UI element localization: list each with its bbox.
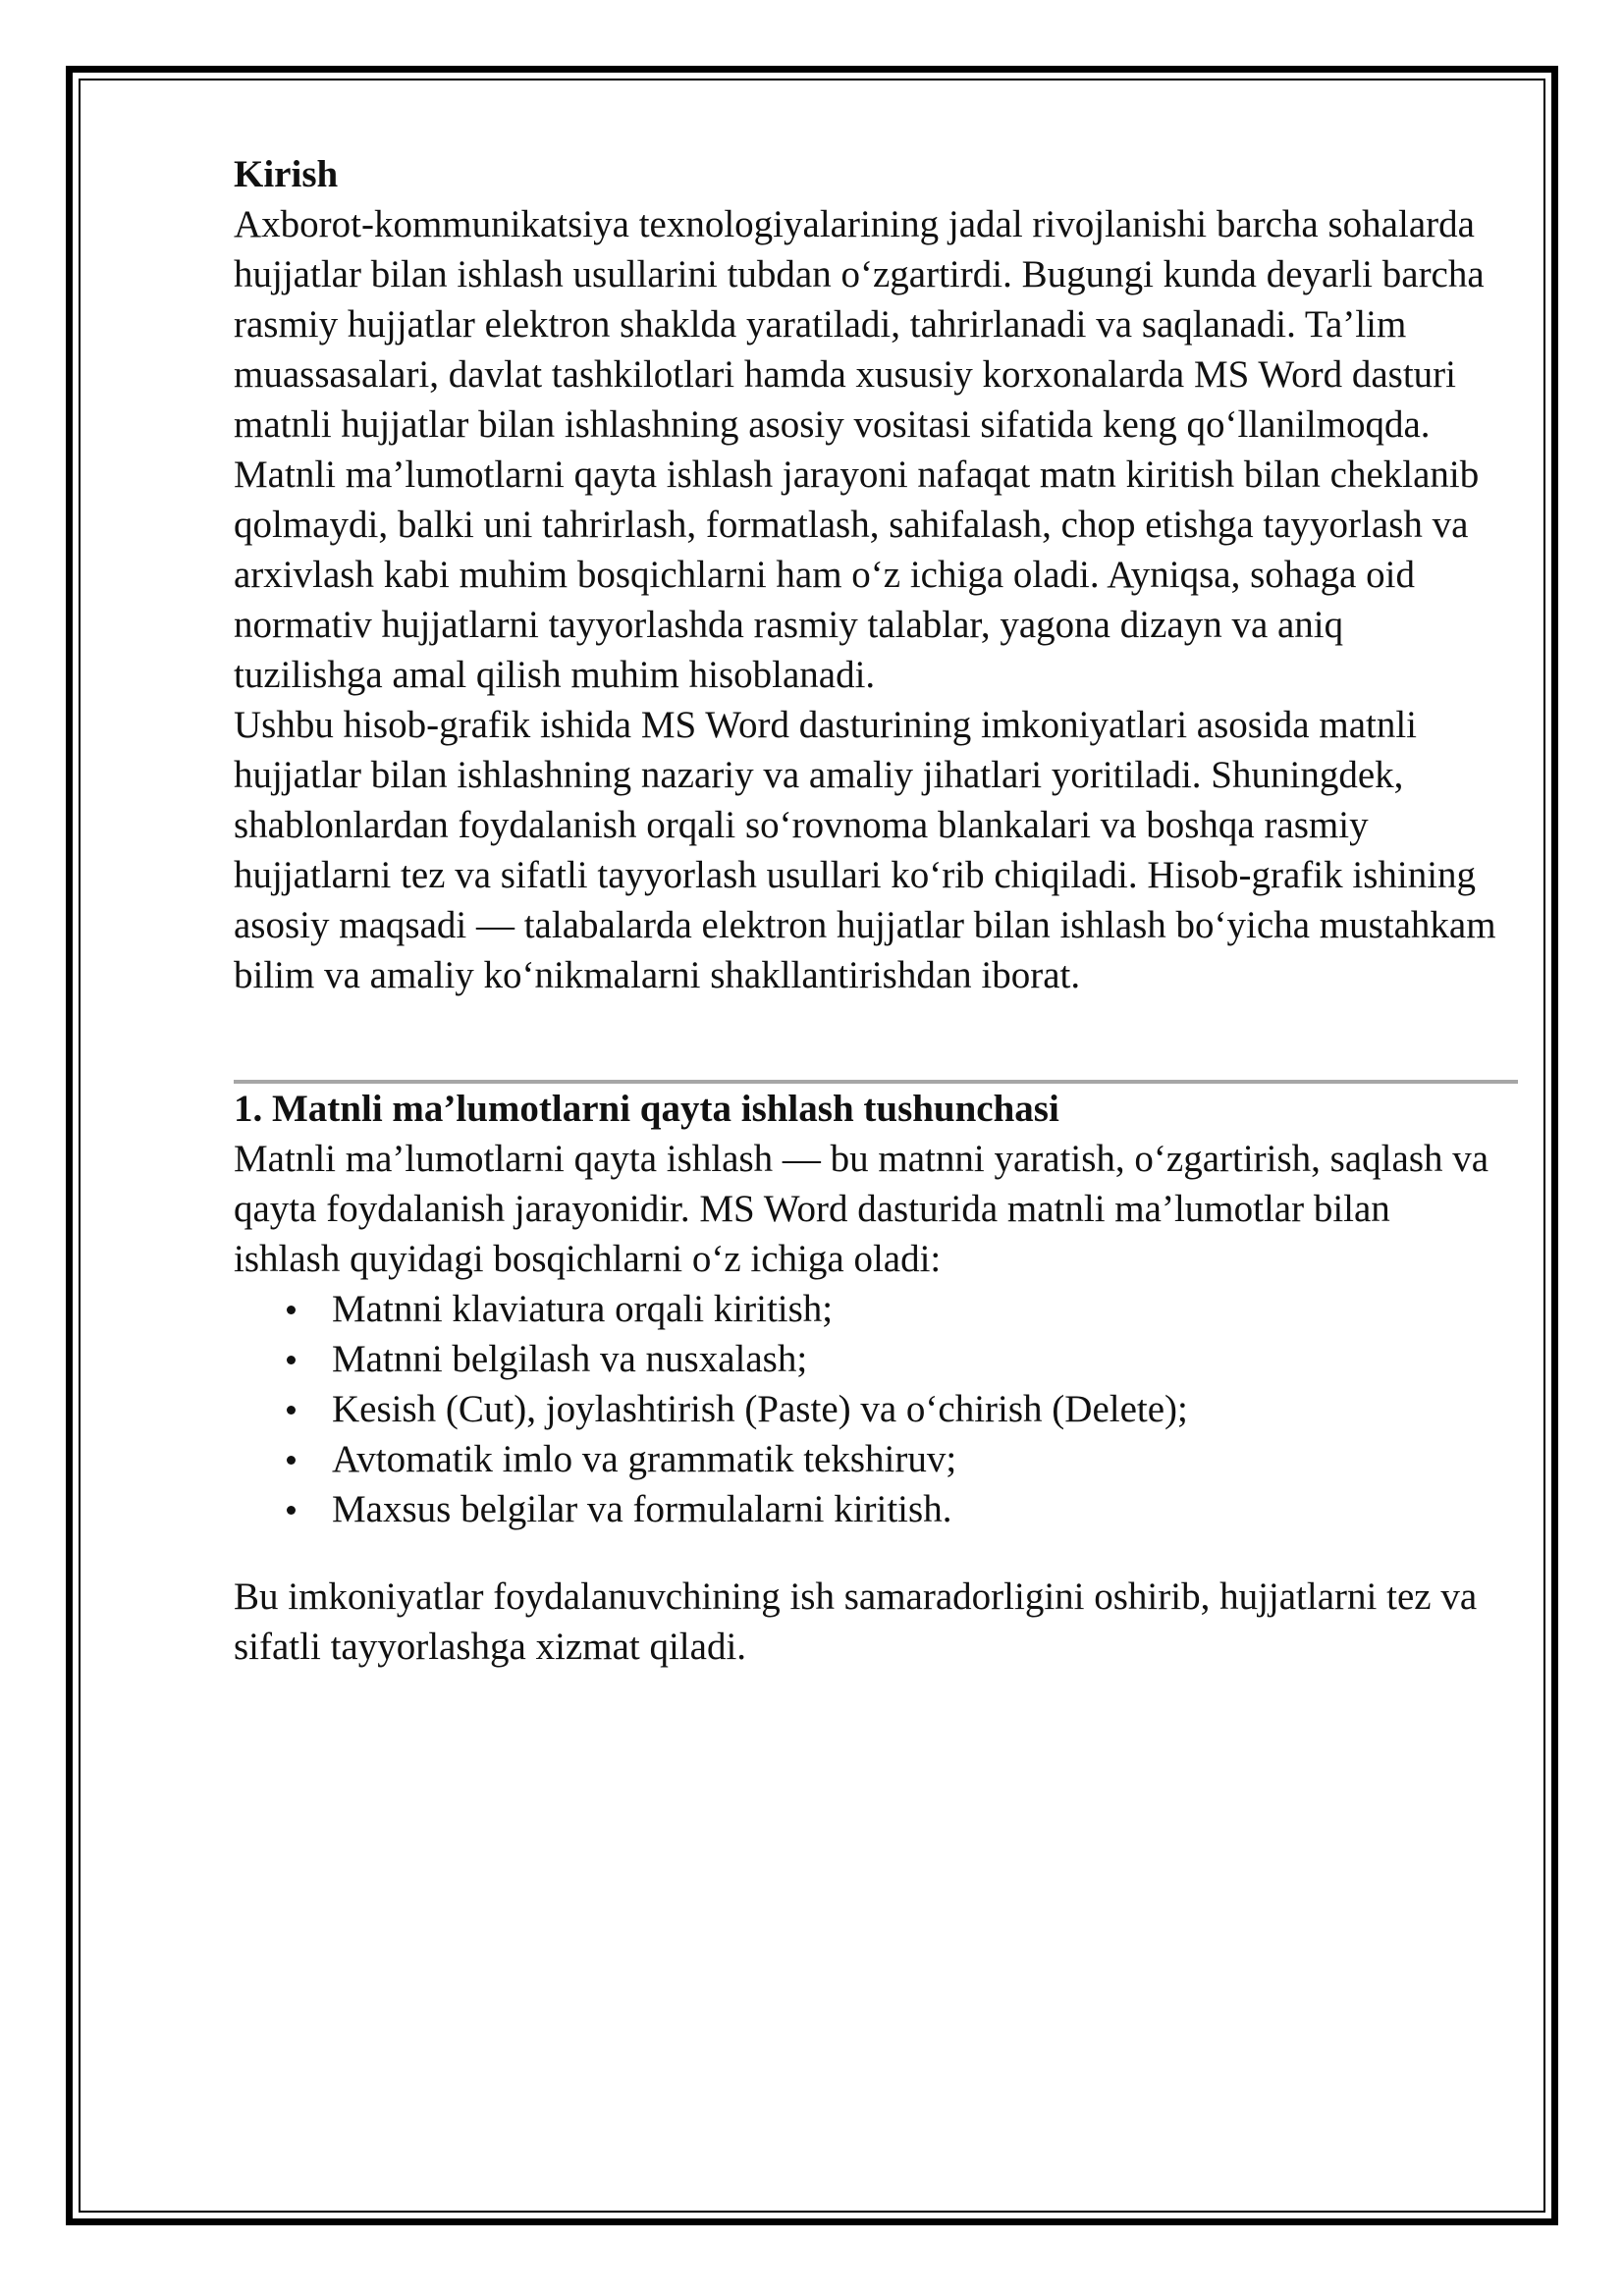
intro-paragraph-1: Axborot-kommunikatsiya texnologiyalarining jadal rivojlanishi barcha sohalarda hujjatlar bilan ishlash usullarini tubdan o‘zgartirdi. Bugungi kunda deyarli barcha rasmiy hujjatlar elektron shaklda yaratiladi, tahrirlanadi va saqlanadi. Ta’lim muassasalari, davlat tashkilotlari hamda xususiy korxonalarda MS Word dasturi matnli hujjatlar bilan ishlashning asosiy vositasi sifatida keng qo‘llanilmoqda. — [234, 203, 1485, 446]
bullet-icon — [287, 1406, 296, 1415]
document-body — [234, 149, 1510, 1672]
intro-heading: Kirish — [234, 153, 339, 195]
list-item-text: Matnni belgilash va nusxalash; — [332, 1338, 808, 1380]
list-item — [234, 1384, 1510, 1434]
list-item — [234, 1484, 1510, 1534]
list-item — [234, 1284, 1510, 1334]
section-1-heading: 1. Matnli ma’lumotlarni qayta ishlash tushunchasi — [234, 1088, 1059, 1130]
list-item-text: Avtomatik imlo va grammatik tekshiruv; — [332, 1438, 957, 1480]
bullet-icon — [287, 1356, 296, 1364]
section-1-closing: Bu imkoniyatlar foydalanuvchining ish samaradorligini oshirib, hujjatlarni tez va sifatli tayyorlashga xizmat qiladi. — [234, 1575, 1478, 1668]
bullet-icon — [287, 1456, 296, 1465]
bullet-list — [234, 1284, 1510, 1534]
bullet-icon — [287, 1306, 296, 1314]
intro-paragraph-3: Ushbu hisob-grafik ishida MS Word dasturining imkoniyatlari asosida matnli hujjatlar bilan ishlashning nazariy va amaliy jihatlari yoritiladi. Shuningdek, shablonlardan foydalanish orqali so‘rovnoma blankalari va boshqa rasmiy hujjatlarni tez va sifatli tayyorlash usullari ko‘rib chiqiladi. Hisob-grafik ishining asosiy maqsadi — talabalarda elektron hujjatlar bilan ishlash bo‘yicha mustahkam bilim va amaliy ko‘nikmalarni shakllantirishdan iborat. — [234, 704, 1496, 996]
list-item — [234, 1434, 1510, 1484]
list-item — [234, 1334, 1510, 1384]
list-item-text: Maxsus belgilar va formulalarni kiritish. — [332, 1488, 952, 1530]
list-item-text: Kesish (Cut), joylashtirish (Paste) va o‘chirish (Delete); — [332, 1388, 1188, 1430]
bullet-icon — [287, 1506, 296, 1515]
intro-paragraph-2: Matnli ma’lumotlarni qayta ishlash jarayoni nafaqat matn kiritish bilan cheklanib qolmaydi, balki uni tahrirlash, formatlash, sahifalash, chop etishga tayyorlash va arxivlash kabi muhim bosqichlarni ham o‘z ichiga oladi. Ayniqsa, sohaga oid normativ hujjatlarni tayyorlashda rasmiy talablar, yagona dizayn va aniq tuzilishga amal qilish muhim hisoblanadi. — [234, 454, 1480, 696]
list-item-text: Matnni klaviatura orqali kiritish; — [332, 1288, 834, 1330]
section-1-intro: Matnli ma’lumotlarni qayta ishlash — bu matnni yaratish, o‘zgartirish, saqlash va qayta foydalanish jarayonidir. MS Word dasturida matnli ma’lumotlar bilan ishlash quyidagi bosqichlarni o‘z ichiga oladi: — [234, 1138, 1489, 1280]
